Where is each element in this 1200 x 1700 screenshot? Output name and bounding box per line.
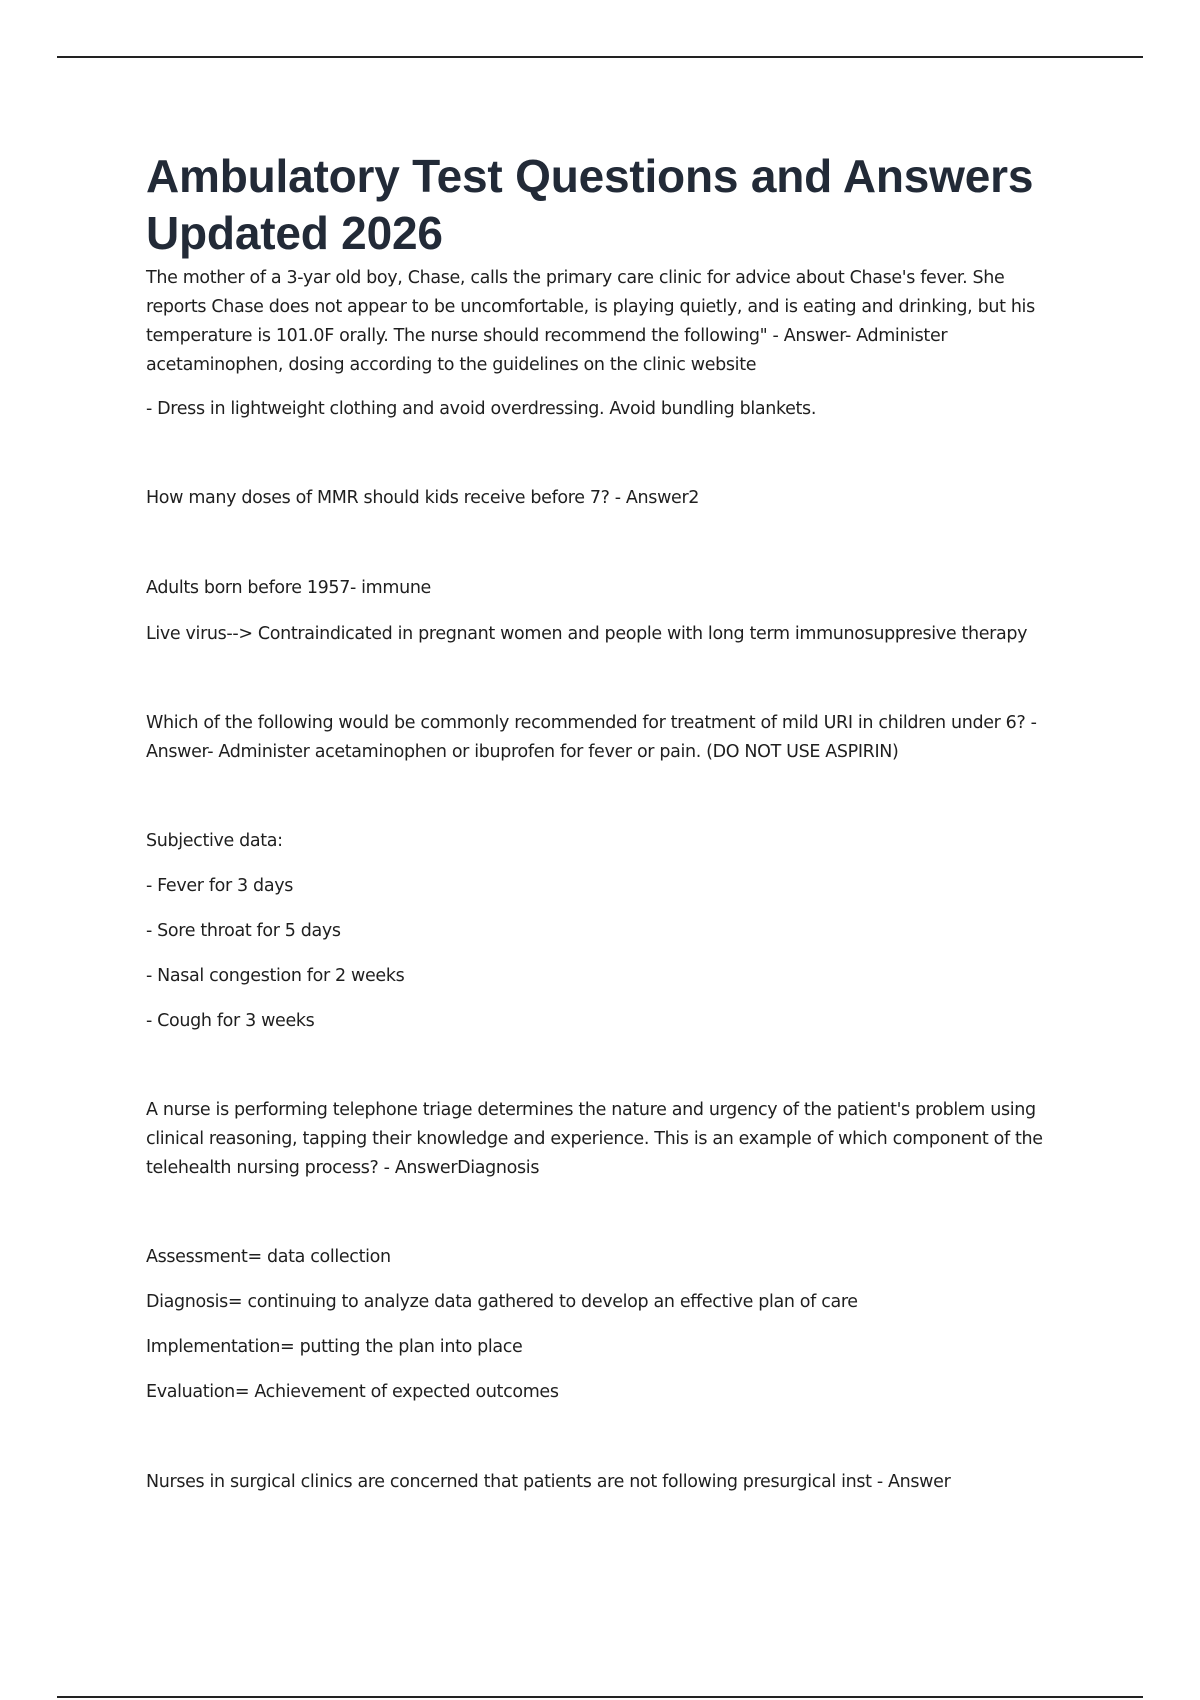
list-item-fever: - Fever for 3 days	[146, 876, 293, 896]
paragraph-evaluation: Evaluation= Achievement of expected outcomes	[146, 1382, 559, 1402]
paragraph-implementation: Implementation= putting the plan into place	[146, 1337, 523, 1357]
paragraph-subjective-heading: Subjective data:	[146, 831, 283, 851]
list-item-cough: - Cough for 3 weeks	[146, 1011, 315, 1031]
bottom-rule	[57, 1696, 1143, 1698]
paragraph-adults-immune: Adults born before 1957- immune	[146, 578, 431, 598]
paragraph-assessment: Assessment= data collection	[146, 1247, 391, 1267]
paragraph-live-virus: Live virus--> Contraindicated in pregnant women and people with long term immunosuppresive therapy	[146, 624, 1028, 644]
paragraph-triage-question: A nurse is performing telephone triage determines the nature and urgency of the patient's problem using clinical reasoning, tapping their knowledge and experience. This is an example of which component of the telehealth nursing process? - AnswerDiagnosis	[146, 1100, 1043, 1178]
paragraph-surgical-question: Nurses in surgical clinics are concerned that patients are not following presurgical inst - Answer	[146, 1472, 951, 1492]
paragraph-diagnosis: Diagnosis= continuing to analyze data gathered to develop an effective plan of care	[146, 1292, 858, 1312]
list-item-nasal-congestion: - Nasal congestion for 2 weeks	[146, 966, 405, 986]
paragraph-mmr-question: How many doses of MMR should kids receive before 7? - Answer2	[146, 488, 700, 508]
document-body	[146, 148, 1066, 1497]
paragraph-uri-question: Which of the following would be commonly recommended for treatment of mild URI in children under 6? - Answer- Administer acetaminophen or ibuprofen for fever or pain. (DO NOT USE ASPIRIN)	[146, 713, 1037, 762]
list-item-sore-throat: - Sore throat for 5 days	[146, 921, 341, 941]
paragraph-clothing-tip: - Dress in lightweight clothing and avoid overdressing. Avoid bundling blankets.	[146, 399, 817, 419]
paragraph-fever-question: The mother of a 3-yar old boy, Chase, calls the primary care clinic for advice about Chase's fever. She reports Chase does not appear to be uncomfortable, is playing quietly, and is eating and drinking, but his temperature is 101.0F orally. The nurse should recommend the following" - Answer- Administer acetaminophen, dosing according to the guidelines on the clinic website	[146, 268, 1035, 375]
top-rule	[57, 56, 1143, 58]
page-title: Ambulatory Test Questions and Answers Updated 2026	[146, 150, 1034, 259]
